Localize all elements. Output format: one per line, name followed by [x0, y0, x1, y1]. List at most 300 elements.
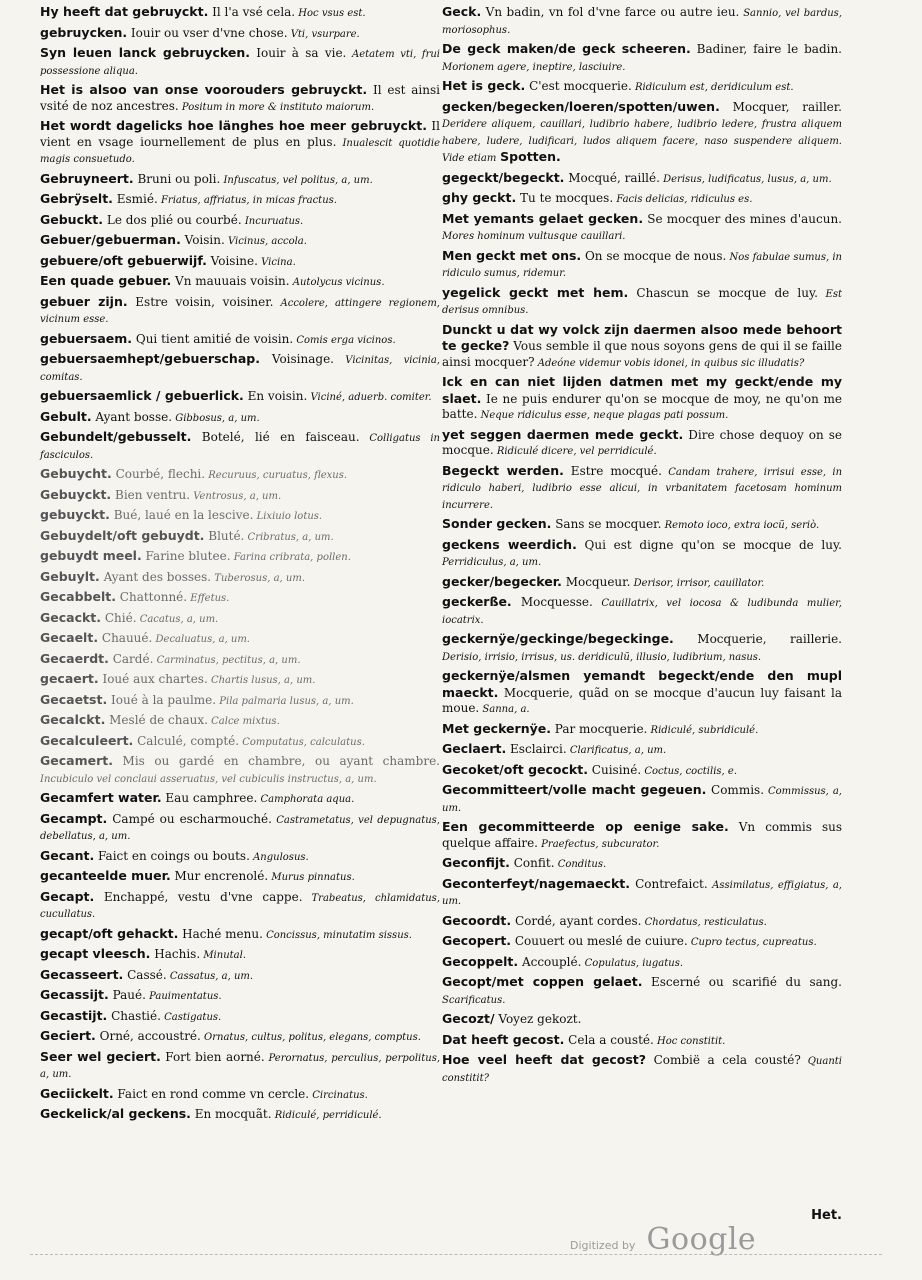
dictionary-entry: [442, 876, 842, 910]
entry-french: Badiner, faire le badin.: [690, 42, 842, 56]
entry-headword: Met geckernÿe.: [442, 720, 551, 736]
entry-latin: Chartis lusus, a, um.: [207, 675, 316, 686]
right-entries: [442, 4, 842, 1086]
entry-headword: Syn leuen lanck gebruycken.: [40, 45, 250, 60]
entry-french: Voyez gekozt.: [494, 1012, 582, 1026]
entry-headword: Geck.: [442, 4, 482, 19]
entry-headword: Het is alsoo van onse voorouders gebruyckt.: [40, 82, 368, 97]
entry-headword: Men geckt met ons.: [442, 247, 582, 263]
entry-french: Combië a cela cousté?: [646, 1053, 801, 1067]
entry-french: Courbé, flechi.: [111, 467, 206, 481]
entry-latin: Nos fabulae sumus, in ridiculo sumus, ridemur.: [442, 251, 842, 279]
entry-headword: Gecozt/: [442, 1011, 495, 1026]
entry-headword: Een quade gebuer.: [40, 273, 172, 288]
entry-headword: gecanteelde muer.: [40, 868, 171, 883]
entry-latin: Positum in more & instituto maiorum.: [178, 101, 375, 113]
dictionary-entry: [40, 1008, 440, 1026]
entry-french: Calculé, compté.: [133, 733, 240, 748]
entry-french: Vous semble il que nous soyons gens de qui il se faille ainsi mocquer?: [442, 339, 843, 369]
entry-latin: Computatus, calculatus.: [239, 736, 365, 748]
entry-french: Voisin.: [180, 233, 225, 247]
entry-french: Cassé.: [123, 967, 167, 982]
entry-latin: Morionem agere, ineptire, lasciuire.: [442, 61, 626, 73]
entry-headword: gecapt/oft gehackt.: [40, 925, 179, 941]
dictionary-entry: [442, 41, 842, 75]
entry-latin: Trabeatus, chlamidatus, cucullatus.: [40, 892, 440, 920]
entry-french: Bué, laué en la lescive.: [109, 508, 254, 522]
dictionary-entry: [40, 753, 440, 787]
entry-latin: Clarificatus, a, um.: [566, 745, 667, 756]
entry-french: Chattonné.: [115, 590, 188, 604]
entry-latin: Friatus, affriatus, in micas fractus.: [157, 195, 337, 206]
dictionary-entry: [40, 790, 440, 808]
entry-latin: Perridiculus, a, um.: [442, 557, 542, 568]
entry-french: Confit.: [509, 856, 555, 870]
dictionary-entry: [442, 631, 842, 665]
entry-headword: Een gecommitteerde op eenige sake.: [442, 819, 729, 834]
entry-latin: Hoc vsus est.: [295, 8, 366, 19]
entry-headword: Seer wel geciert.: [40, 1048, 161, 1064]
entry-latin: Pila palmaria lusus, a, um.: [216, 695, 354, 707]
entry-french: Vn mauuais voisin.: [171, 274, 290, 288]
entry-headword: Gecackt.: [40, 609, 102, 625]
entry-headword: Gebuyckt.: [40, 486, 112, 502]
dictionary-entry: [40, 232, 440, 250]
entry-french: Haché menu.: [178, 926, 263, 941]
entry-headword: Gebuer/gebuerman.: [40, 232, 181, 247]
entry-latin: Chordatus, resticulatus.: [641, 916, 767, 928]
dictionary-entry: [40, 1028, 440, 1046]
entry-french: Couuert ou meslé de cuiure.: [511, 934, 688, 948]
entry-french: Botelé, lié en faisceau.: [191, 430, 360, 444]
entry-headword: Gecabbelt.: [40, 589, 116, 604]
dictionary-entry: [40, 967, 440, 985]
entry-latin: Murus pinnatus.: [268, 872, 355, 883]
entry-french: Par mocquerie.: [550, 721, 648, 736]
entry-latin: Ridiculum est, deridiculum est.: [631, 82, 794, 93]
entry-latin: Conditus.: [554, 859, 607, 870]
entry-french: En mocquãt.: [190, 1107, 272, 1121]
entry-headword: Gecommitteert/volle macht gegeuen.: [442, 782, 707, 797]
entry-french: Estre voisin, voisiner.: [127, 294, 274, 309]
entry-headword: gecker/begecker.: [442, 573, 562, 589]
entry-latin: Effetus.: [187, 593, 230, 604]
entry-headword: Gecopert.: [442, 933, 512, 948]
entry-french: Contrefaict.: [630, 876, 708, 891]
entry-headword: gebuydt meel.: [40, 548, 142, 563]
dictionary-entry: [40, 191, 440, 209]
entry-latin: Ventrosus, a, um.: [190, 490, 282, 502]
dictionary-entry: [40, 409, 440, 427]
dictionary-entry: [40, 589, 440, 607]
dictionary-entry: [442, 537, 842, 571]
dictionary-entry: [442, 427, 842, 460]
entry-headword: Geciert.: [40, 1028, 96, 1043]
entry-crossref: Spotten.: [500, 149, 561, 164]
entry-headword: geckernÿe/geckinge/begeckinge.: [442, 631, 674, 646]
dictionary-entry: [40, 987, 440, 1005]
entry-french: Ioué à la paulme.: [107, 692, 217, 707]
dictionary-entry: [40, 118, 440, 168]
entry-latin: Sannio, vel bardus, moriosophus.: [442, 8, 842, 36]
google-watermark: [570, 1222, 756, 1257]
entry-headword: Sonder gecken.: [442, 516, 552, 531]
entry-french: Enchappé, vestu d'vne cappe.: [94, 889, 303, 904]
dictionary-entry: [442, 574, 842, 592]
entry-latin: Facis delicias, ridiculus es.: [613, 194, 753, 205]
entry-french: Mocquesse.: [511, 595, 593, 609]
entry-headword: Gecamert.: [40, 753, 113, 768]
dictionary-entry: [40, 351, 440, 385]
entry-french: Sans se mocquer.: [551, 517, 662, 531]
entry-headword: gecaert.: [40, 671, 99, 686]
entry-headword: gecapt vleesch.: [40, 946, 151, 961]
dictionary-entry: [40, 4, 440, 22]
entry-latin: Cacatus, a, um.: [136, 613, 219, 625]
entry-headword: Gebult.: [40, 408, 92, 424]
entry-french: En voisin.: [243, 389, 308, 403]
entry-headword: Gecaerdt.: [40, 650, 109, 666]
dictionary-entry: [442, 374, 842, 424]
entry-latin: Neque ridiculus esse, neque plagas pati possum.: [477, 410, 729, 421]
entry-headword: Met yemants gelaet gecken.: [442, 210, 644, 226]
right-column: [442, 4, 842, 1089]
dictionary-entry: [442, 99, 842, 167]
entry-latin: Vti, vsurpare.: [287, 28, 360, 40]
entry-headword: Gecamfert water.: [40, 790, 162, 805]
entry-french: Tu te mocques.: [516, 191, 614, 205]
entry-headword: Gebrÿselt.: [40, 191, 113, 206]
entry-headword: Dat heeft gecost.: [442, 1031, 565, 1047]
entry-latin: Adeóne videmur vobis idonei, in quibus sic illudatis?: [534, 357, 805, 369]
entry-latin: Gibbosus, a, um.: [172, 412, 260, 424]
dictionary-entry: [40, 487, 440, 505]
entry-french: Voisinage.: [259, 352, 334, 366]
dictionary-entry: [442, 463, 842, 514]
entry-headword: gebuersaem.: [40, 330, 133, 346]
entry-french: Il vient en vsage iournellement de plus en plus.: [40, 119, 440, 149]
entry-latin: Ridiculé dicere, vel perridiculé.: [493, 446, 657, 457]
entry-latin: Commissus, a, um.: [442, 786, 842, 814]
entry-headword: gebuer zijn.: [40, 293, 128, 309]
dictionary-entry: [40, 712, 440, 730]
entry-latin: Tuberosus, a, um.: [211, 572, 306, 584]
dictionary-entry: [40, 429, 440, 463]
dictionary-entry: [40, 528, 440, 546]
entry-latin: Minutal.: [200, 950, 246, 961]
entry-french: Meslé de chaux.: [105, 713, 208, 727]
dictionary-entry: [40, 671, 440, 689]
entry-french: Mur encrenolé.: [170, 869, 269, 883]
dictionary-entry: [40, 273, 440, 291]
dictionary-entry: [442, 285, 842, 319]
dictionary-entry: [442, 855, 842, 873]
dictionary-entry: [40, 889, 440, 923]
entry-french: Faict en coings ou bouts.: [94, 848, 250, 863]
dictionary-entry: [442, 668, 842, 718]
entry-latin: Copulatus, iugatus.: [581, 957, 684, 969]
entry-french: Chauué.: [98, 631, 153, 645]
entry-latin: Concissus, minutatim sissus.: [262, 929, 412, 941]
entry-french: Iouir à sa vie.: [249, 46, 347, 60]
entry-french: Chascun se mocque de luy.: [628, 285, 818, 300]
entry-french: Se mocquer des mines d'aucun.: [643, 211, 842, 226]
entry-french: C'est mocquerie.: [525, 79, 632, 93]
entry-headword: Hoe veel heeft dat gecost?: [442, 1052, 647, 1067]
watermark-prefix: Digitized by: [570, 1239, 636, 1252]
dictionary-entry: [442, 78, 842, 96]
entry-french: Vn commis sus quelque affaire.: [442, 820, 842, 850]
dictionary-entry: [40, 331, 440, 349]
entry-headword: geckens weerdich.: [442, 536, 577, 552]
entry-french: Qui tient amitié de voisin.: [132, 331, 294, 346]
entry-french: Qui est digne qu'on se mocque de luy.: [576, 537, 842, 552]
entry-headword: Begeckt werden.: [442, 462, 564, 478]
entry-french: Bien ventru.: [111, 487, 191, 502]
entry-headword: Gecant.: [40, 847, 95, 863]
entry-french: Bruni ou poli.: [133, 171, 221, 186]
entry-headword: yegelick geckt met hem.: [442, 284, 629, 300]
entry-headword: Gebuylt.: [40, 568, 100, 584]
dictionary-entry: [442, 741, 842, 759]
dictionary-entry: [442, 594, 842, 628]
entry-headword: Gebundelt/gebusselt.: [40, 429, 192, 444]
entry-french: Chastié.: [107, 1008, 161, 1023]
entry-latin: Calce mixtus.: [207, 716, 280, 727]
dictionary-entry: [40, 946, 440, 964]
entry-latin: Derisio, irrisio, irrisus, us. deridiculũ, illusio, ludibrium, nasus.: [442, 651, 762, 663]
entry-french: Mocquerie, quãd on se mocque d'aucun luy faisant la moue.: [442, 685, 842, 715]
entry-headword: Gecampt.: [40, 810, 108, 826]
entry-latin: Scarificatus.: [442, 994, 506, 1006]
entry-headword: Geciickelt.: [40, 1085, 114, 1101]
entry-latin: Decaluatus, a, um.: [152, 634, 250, 645]
entry-latin: Derisor, irrisor, cauillator.: [630, 577, 765, 589]
dictionary-entry: [442, 170, 842, 188]
dictionary-entry: [442, 819, 842, 852]
dictionary-entry: [442, 1032, 842, 1050]
entry-latin: Hoc constitit.: [653, 1035, 726, 1047]
entry-latin: Vicina.: [257, 256, 296, 268]
dictionary-entry: [442, 190, 842, 208]
entry-french: Mocquer, railler.: [719, 99, 842, 114]
entry-french: Il l'a vsé cela.: [208, 5, 296, 19]
entry-headword: Geclaert.: [442, 741, 507, 756]
entry-latin: Ridiculé, subridiculé.: [647, 724, 759, 736]
entry-latin: Coctus, coctilis, e.: [641, 765, 737, 777]
entry-latin: Assimilatus, effigiatus, a, um.: [442, 879, 842, 907]
entry-latin: Lixiuio lotus.: [253, 511, 323, 522]
entry-french: Hachis.: [150, 947, 201, 961]
entry-headword: Gebuckt.: [40, 211, 104, 227]
entry-headword: Gebuydelt/oft gebuydt.: [40, 527, 205, 543]
dictionary-entry: [442, 762, 842, 780]
entry-latin: Remoto ioco, extra iocũ, seriò.: [661, 520, 820, 531]
entry-french: Bluté.: [204, 528, 245, 543]
entry-french: Chié.: [101, 610, 137, 625]
entry-headword: geckerße.: [442, 594, 512, 609]
dictionary-entry: [40, 171, 440, 189]
dictionary-entry: [40, 466, 440, 484]
entry-french: Dire chose dequoy on se mocque.: [442, 427, 842, 457]
entry-french: Esmié.: [112, 192, 158, 206]
entry-headword: Geckelick/al geckens.: [40, 1106, 191, 1121]
dictionary-entry: [40, 25, 440, 43]
entry-headword: Het is geck.: [442, 78, 526, 93]
dictionary-entry: [40, 692, 440, 710]
entry-french: Ioué aux chartes.: [98, 672, 208, 686]
entry-headword: yet seggen daermen mede geckt.: [442, 426, 684, 442]
dictionary-entry: [40, 45, 440, 79]
dictionary-entry: [40, 630, 440, 648]
entry-headword: gebuersaemlick / gebuerlick.: [40, 388, 244, 403]
entry-latin: Castigatus.: [160, 1011, 222, 1023]
entry-latin: Angulosus.: [249, 851, 309, 863]
entry-latin: Cassatus, a, um.: [166, 970, 254, 982]
dictionary-entry: [40, 868, 440, 886]
entry-headword: Gecasseert.: [40, 966, 124, 982]
entry-french: Ayant bosse.: [91, 409, 173, 424]
dictionary-entry: [40, 548, 440, 566]
entry-french: Mocqueur.: [561, 574, 631, 589]
dictionary-entry: [40, 82, 440, 115]
entry-french: Le dos plié ou courbé.: [103, 212, 242, 227]
dictionary-entry: [40, 507, 440, 525]
entry-french: Mis ou gardé en chambre, ou ayant chambre.: [112, 754, 440, 768]
entry-headword: Gecalculeert.: [40, 732, 134, 748]
entry-headword: Ick en can niet lijden datmen met my geckt/ende my slaet.: [442, 374, 842, 406]
entry-french: Escerné ou scarifié du sang.: [642, 975, 842, 989]
dictionary-entry: [442, 933, 842, 951]
entry-latin: Camphorata aqua.: [257, 794, 355, 805]
entry-latin: Castrametatus, vel depugnatus, debellatus, a, um.: [40, 814, 440, 842]
entry-latin: Est derisus omnibus.: [442, 288, 842, 316]
entry-latin: Colligatus in fasciculos.: [40, 433, 440, 461]
dictionary-entry: [442, 516, 842, 534]
entry-latin: Aetatem vti, frui possessione aliqua.: [40, 49, 441, 77]
entry-latin: Farina cribrata, pollen.: [230, 552, 351, 563]
entry-headword: De geck maken/de geck scheeren.: [442, 41, 691, 56]
entry-latin: Perornatus, perculius, perpolitus, a, um.: [40, 1052, 440, 1080]
dictionary-entry: [442, 721, 842, 739]
google-logo: Google: [646, 1222, 757, 1257]
entry-headword: Gecapt.: [40, 888, 95, 904]
dictionary-entry: [442, 248, 842, 282]
entry-french: Ie ne puis endurer qu'on se mocque de moy, ne qu'on me batte.: [442, 391, 842, 421]
dictionary-entry: [40, 926, 440, 944]
dictionary-entry: [442, 974, 842, 1008]
entry-headword: Gecopt/met coppen gelaet.: [442, 974, 643, 989]
entry-latin: Vicinus, accola.: [224, 236, 307, 247]
entry-french: Ayant des bosses.: [99, 569, 212, 584]
entry-latin: Quanti constitit?: [442, 1056, 842, 1084]
entry-french: Cela a cousté.: [564, 1032, 654, 1047]
dictionary-entry: [40, 1049, 440, 1083]
dictionary-entry: [40, 1106, 440, 1124]
entry-latin: Recuruus, curuatus, flexus.: [205, 470, 348, 481]
entry-french: Paué.: [108, 988, 146, 1002]
entry-headword: geckernÿe/alsmen yemandt begeckt/ende den mupl maeckt.: [442, 668, 842, 700]
dictionary-entry: [442, 4, 842, 38]
entry-headword: Gebruyneert.: [40, 170, 134, 186]
entry-latin: Comis erga vicinos.: [293, 334, 396, 346]
entry-headword: Gecoppelt.: [442, 953, 519, 969]
entry-french: Commis.: [706, 783, 765, 797]
entry-latin: Pauimentatus.: [145, 991, 222, 1002]
entry-latin: Ridiculé, perridiculé.: [271, 1110, 382, 1121]
entry-latin: Circinatus.: [309, 1089, 368, 1101]
entry-french: Vn badin, vn fol d'vne farce ou autre ieu.: [481, 5, 740, 19]
dictionary-entry: [40, 388, 440, 406]
dictionary-entry: [40, 569, 440, 587]
entry-headword: Gebuycht.: [40, 466, 112, 481]
entry-latin: Candam trahere, irrisui esse, in ridiculo haberi, ludibrio esse alicui, in vrbanitatem facetosam hominum incurrere.: [442, 466, 843, 511]
entry-headword: gebuere/oft gebuerwijf.: [40, 252, 207, 268]
entry-french: Accouplé.: [518, 954, 582, 969]
dictionary-entry: [442, 782, 842, 816]
entry-french: Mocqué, raillé.: [564, 170, 660, 185]
entry-headword: Gecoordt.: [442, 912, 512, 928]
dictionary-entry: [40, 212, 440, 230]
entry-headword: Hy heeft dat gebruyckt.: [40, 4, 209, 19]
entry-latin: Ornatus, cultus, politus, elegans, comptus.: [200, 1032, 421, 1043]
entry-headword: Gecaetst.: [40, 691, 108, 707]
entry-headword: Geconfijt.: [442, 855, 510, 870]
dictionary-entry: [40, 610, 440, 628]
entry-french: Iouir ou vser d'vne chose.: [127, 25, 288, 40]
bottom-divider: [30, 1254, 882, 1255]
entry-latin: Carminatus, pectitus, a, um.: [153, 654, 301, 666]
entry-latin: Incuruatus.: [241, 215, 304, 227]
entry-headword: Gecalckt.: [40, 712, 106, 727]
entry-latin: Praefectus, subcurator.: [538, 838, 660, 850]
entry-french: Estre mocqué.: [563, 463, 662, 478]
dictionary-entry: [40, 253, 440, 271]
dictionary-entry: [40, 811, 440, 845]
entry-latin: Derisus, ludificatus, lusus, a, um.: [659, 173, 832, 185]
entry-headword: gebuersaemhept/gebuerschap.: [40, 351, 260, 366]
entry-headword: ghy geckt.: [442, 190, 517, 205]
entry-headword: Gecassijt.: [40, 987, 109, 1002]
entry-french: Cuisiné.: [587, 762, 642, 777]
entry-latin: Cauillatrix, vel iocosa & ludibunda mulier, iocatrix.: [442, 598, 842, 626]
entry-french: Fort bien aorné.: [160, 1049, 265, 1064]
entry-latin: Vicinitas, vicinia, comitas.: [40, 355, 440, 383]
entry-headword: Gecastijt.: [40, 1007, 108, 1023]
entry-headword: gegeckt/begeckt.: [442, 169, 565, 185]
entry-french: Orné, accoustré.: [95, 1029, 201, 1043]
dictionary-entry: [442, 211, 842, 245]
left-entries: [40, 4, 440, 1124]
entry-french: Voisine.: [206, 253, 258, 268]
entry-headword: Dunckt u dat wy volck zijn daermen alsoo mede behoort te gecke?: [442, 321, 842, 353]
entry-french: Faict en rond comme vn cercle.: [113, 1086, 310, 1101]
entry-headword: Geconterfeyt/nagemaeckt.: [442, 875, 631, 891]
entry-french: Campé ou escharmouché.: [107, 811, 272, 826]
entry-latin: Cribratus, a, um.: [244, 531, 334, 543]
entry-french: Il est ainsi vsité de noz ancestres.: [40, 83, 440, 113]
entry-french: Mocquerie, raillerie.: [673, 632, 842, 646]
entry-headword: gebuyckt.: [40, 507, 110, 522]
catchword: Het.: [811, 1208, 842, 1223]
entry-latin: Inualescit quotidie magis consuetudo.: [40, 137, 441, 165]
entry-headword: Gecoket/oft gecockt.: [442, 761, 588, 777]
entry-latin: Sanna, a.: [479, 704, 530, 715]
entry-french: Esclairci.: [506, 742, 567, 756]
entry-french: Farine blutee.: [141, 549, 231, 563]
entry-latin: Autolycus vicinus.: [289, 277, 385, 288]
dictionary-entry: [40, 848, 440, 866]
